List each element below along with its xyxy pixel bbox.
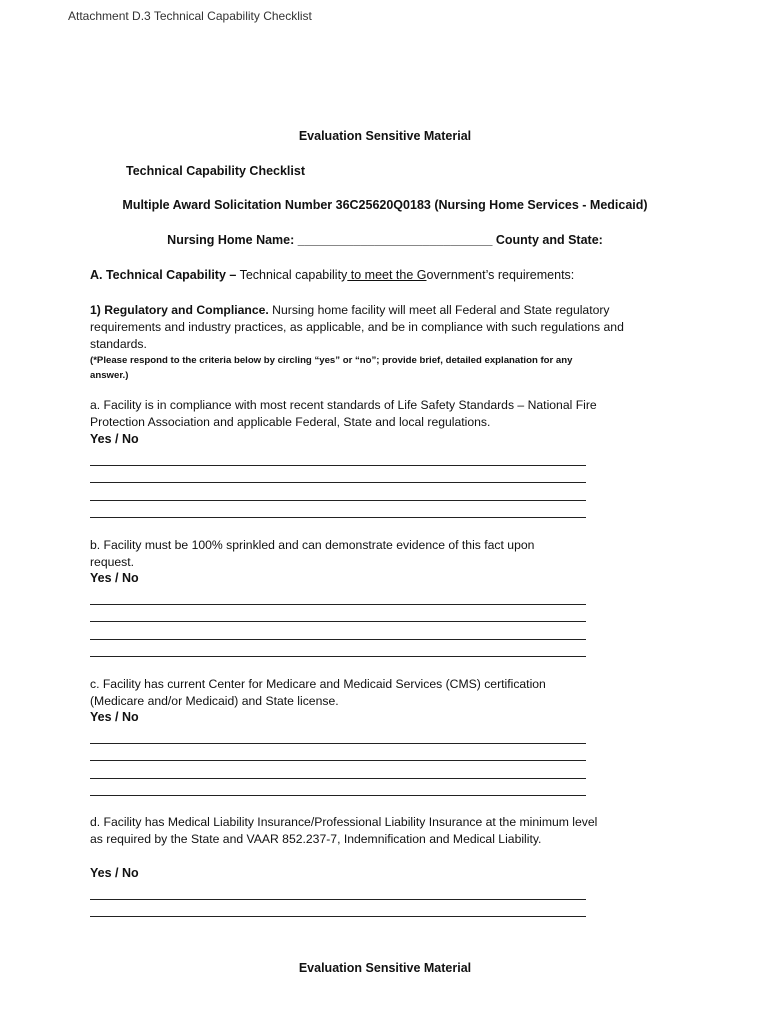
section-a-text-end: overnment’s requirements: (426, 268, 575, 282)
section-a-heading (90, 268, 574, 282)
regulatory-label: 1) Regulatory and Compliance. (90, 303, 269, 317)
nursing-home-name-line: Nursing Home Name: ____________________________ County and State: (167, 233, 603, 247)
criterion-c-answer-lines[interactable] (90, 726, 586, 796)
answer-line[interactable] (90, 900, 586, 918)
criterion-d-answer-lines[interactable] (90, 882, 586, 917)
criterion-a-answer-lines[interactable] (90, 448, 586, 518)
criterion-a-yes-no[interactable]: Yes / No (90, 432, 139, 446)
answer-line[interactable] (90, 779, 586, 797)
answer-line[interactable] (90, 466, 586, 484)
checklist-title: Technical Capability Checklist (126, 164, 305, 178)
answer-line[interactable] (90, 501, 586, 519)
criterion-b-yes-no[interactable]: Yes / No (90, 571, 139, 585)
criterion-a-text: a. Facility is in compliance with most recent standards of Life Safety Standards – National Fire Protection Association and applicable Federal, State and local regulations. (90, 398, 597, 429)
attachment-header: Attachment D.3 Technical Capability Checklist (68, 9, 312, 23)
criterion-c-text: c. Facility has current Center for Medicare and Medicaid Services (CMS) certification (Medicare and/or Medicaid) and State license. (90, 677, 546, 708)
answer-line[interactable] (90, 605, 586, 623)
answer-line[interactable] (90, 744, 586, 762)
answer-line[interactable] (90, 761, 586, 779)
section-a-underlined-text: to meet the G (347, 268, 427, 282)
answer-line[interactable] (90, 622, 586, 640)
answer-line[interactable] (90, 640, 586, 658)
answer-line[interactable] (90, 448, 586, 466)
answer-line[interactable] (90, 882, 586, 900)
response-instructions: (*Please respond to the criteria below by circling “yes” or “no”; provide brief, detailed explanation for any answer.) (90, 355, 573, 381)
regulatory-paragraph (90, 302, 660, 353)
answer-line[interactable] (90, 483, 586, 501)
criterion-d-yes-no[interactable]: Yes / No (90, 866, 139, 880)
section-a-label: A. Technical Capability – (90, 268, 237, 282)
answer-line[interactable] (90, 726, 586, 744)
section-a-text: Technical capability (236, 268, 348, 282)
criterion-c-yes-no[interactable]: Yes / No (90, 710, 139, 724)
solicitation-line: Multiple Award Solicitation Number 36C25620Q0183 (Nursing Home Services - Medicaid) (122, 198, 648, 212)
criterion-b-text: b. Facility must be 100% sprinkled and can demonstrate evidence of this fact upon request. (90, 538, 535, 569)
sensitive-heading-top: Evaluation Sensitive Material (298, 129, 472, 143)
answer-line[interactable] (90, 587, 586, 605)
criterion-d-text: d. Facility has Medical Liability Insurance/Professional Liability Insurance at the minimum level as required by the State and VAAR 852.237-7, Indemnification and Medical Liability. (90, 815, 598, 846)
criterion-b-answer-lines[interactable] (90, 587, 586, 657)
sensitive-heading-bottom: Evaluation Sensitive Material (298, 961, 472, 975)
regulatory-text: Nursing home facility will meet all Federal and State regulatory requirements and industry practices, as applicable, and be in compliance with such regulations and standards. (90, 303, 624, 351)
